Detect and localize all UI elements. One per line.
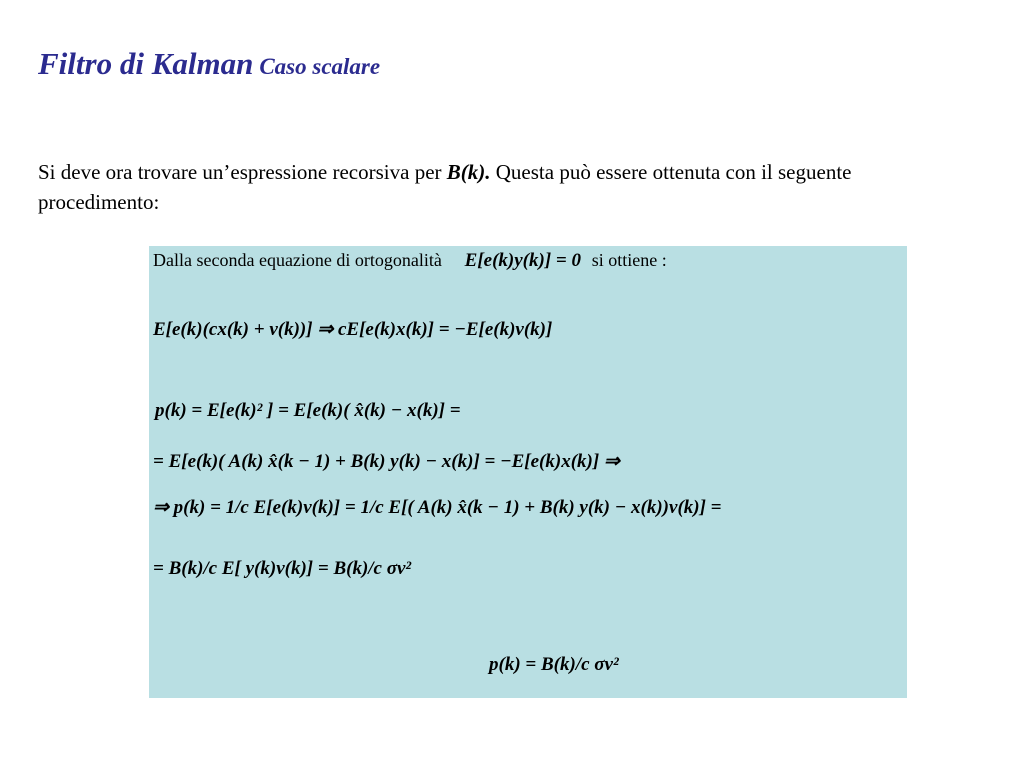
- title-sub: Caso scalare: [259, 54, 381, 79]
- line1-text: Dalla seconda equazione di ortogonalità: [153, 250, 442, 270]
- intro-text-before: Si deve ora trovare un’espressione recorsiva per: [38, 160, 447, 184]
- formula-final: p(k) = B(k)/c σv²: [489, 654, 619, 675]
- formula-line-3: p(k) = E[e(k)² ] = E[e(k)( x̂(k) − x(k)] =: [155, 400, 461, 421]
- formula-box: [149, 246, 907, 698]
- line1-suffix: si ottiene :: [591, 250, 667, 270]
- formula-line-5: ⇒ p(k) = 1/c E[e(k)v(k)] = 1/c E[( A(k) x̂(k − 1) + B(k) y(k) − x(k))v(k)] =: [153, 497, 722, 518]
- line1-formula: E[e(k)y(k)] = 0: [464, 250, 581, 271]
- formula-line-6: = B(k)/c E[ y(k)v(k)] = B(k)/c σv²: [153, 558, 412, 579]
- formula-line-2: E[e(k)(cx(k) + v(k))] ⇒ cE[e(k)x(k)] = −E[e(k)v(k)]: [153, 319, 553, 340]
- formula-line-4: = E[e(k)( A(k) x̂(k − 1) + B(k) y(k) − x(k)] = −E[e(k)x(k)] ⇒: [153, 451, 620, 472]
- formula-line-1: [153, 250, 667, 272]
- intro-bold-term: B(k).: [446, 160, 491, 184]
- title-main: Filtro di Kalman: [38, 46, 254, 81]
- slide-title: [38, 46, 380, 82]
- intro-text-after: Questa può essere ottenuta con il seguente procedimento:: [38, 160, 852, 214]
- intro-paragraph: [38, 157, 928, 217]
